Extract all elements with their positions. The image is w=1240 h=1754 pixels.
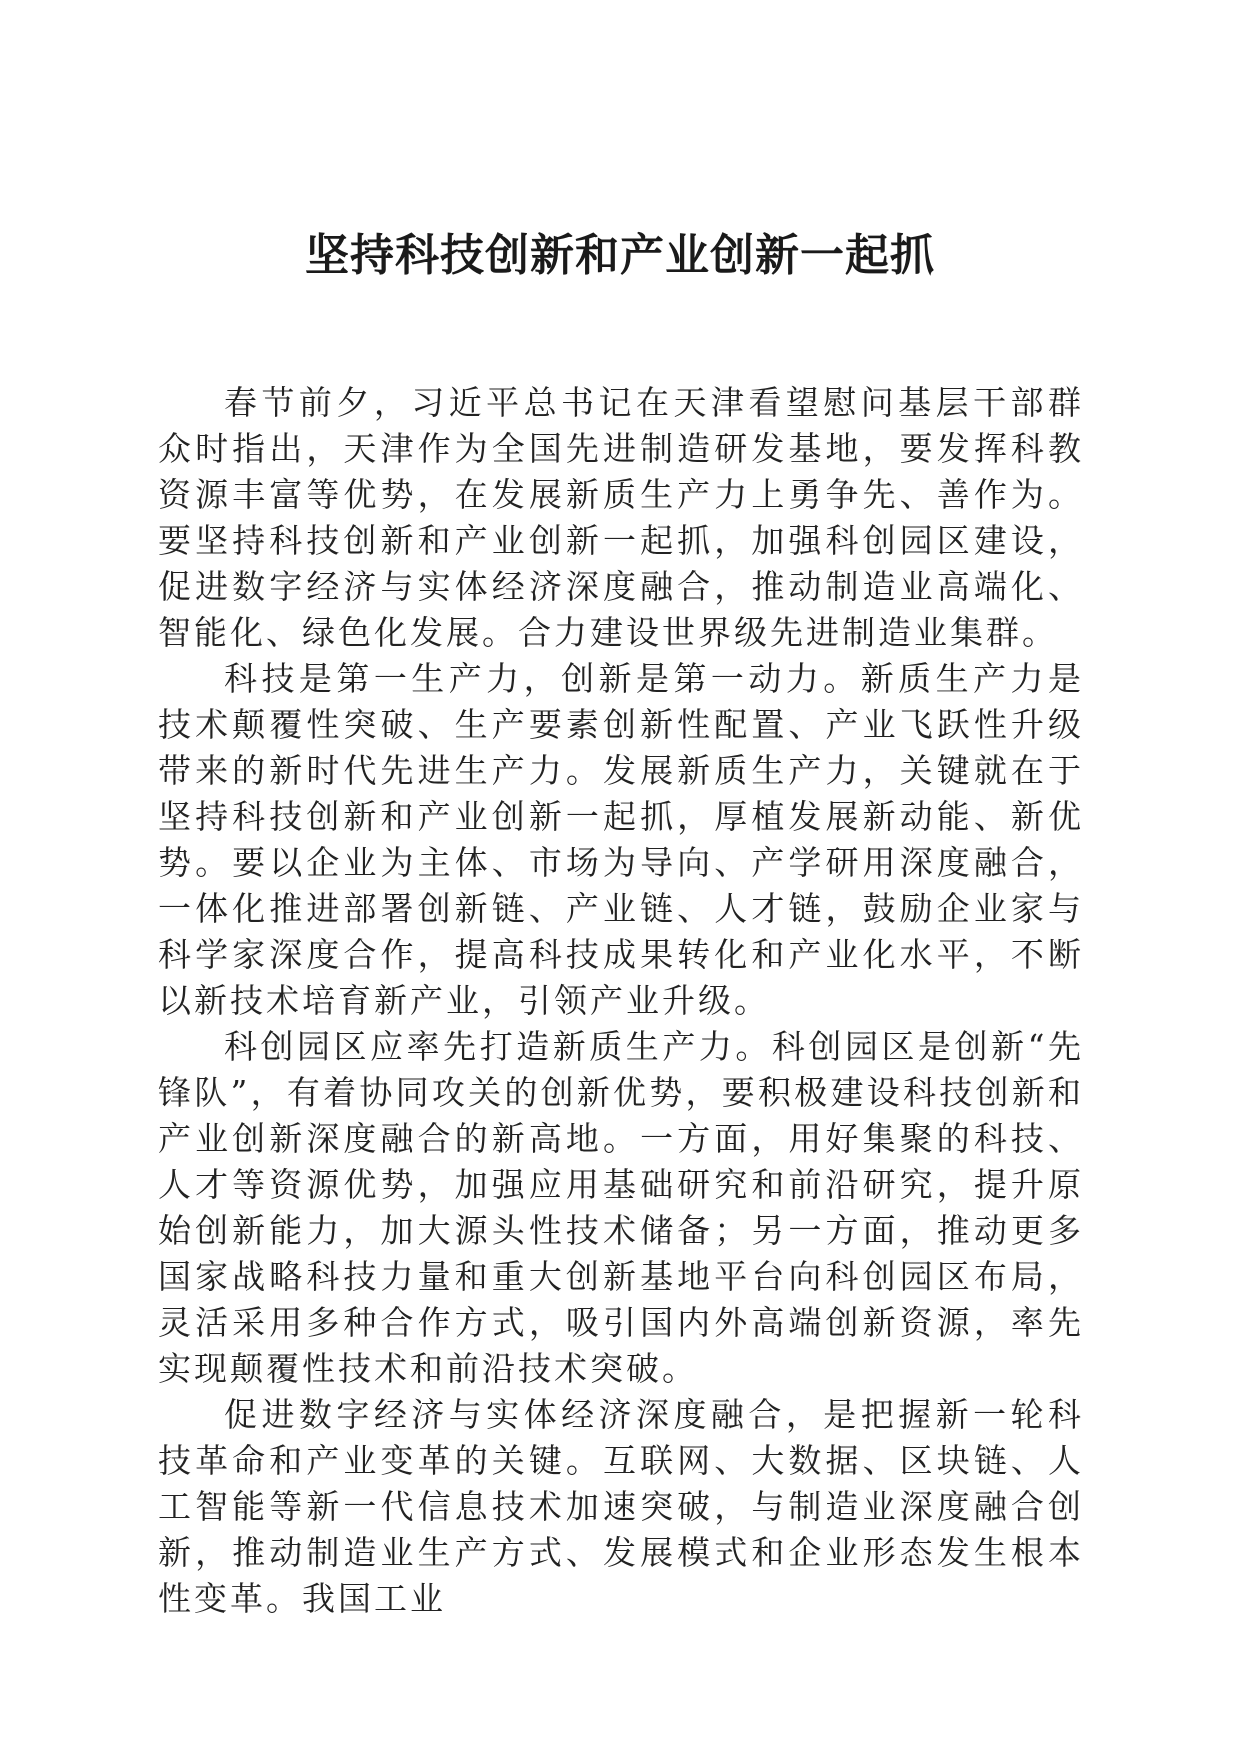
paragraph-4: 促进数字经济与实体经济深度融合，是把握新一轮科技革命和产业变革的关键。互联网、大数据、区块链、人工智能等新一代信息技术加速突破，与制造业深度融合创新，推动制造业生产方式、发展模式和企业形态发生根本性变革。我国工业 [158, 1395, 1084, 1618]
paragraph-3: 科创园区应率先打造新质生产力。科创园区是创新“先锋队”，有着协同攻关的创新优势，要积极建设科技创新和产业创新深度融合的新高地。一方面，用好集聚的科技、人才等资源优势，加强应用基础研究和前沿研究，提升原始创新能力，加大源头性技术储备；另一方面，推动更多国家战略科技力量和重大创新基地平台向科创园区布局，灵活采用多种合作方式，吸引国内外高端创新资源，率先实现颠覆性技术和前沿技术突破。 [158, 1027, 1084, 1388]
document-title: 坚持科技创新和产业创新一起抓 [305, 230, 935, 281]
document-body [158, 380, 1084, 1622]
paragraph-1: 春节前夕，习近平总书记在天津看望慰问基层干部群众时指出，天津作为全国先进制造研发基地，要发挥科教资源丰富等优势，在发展新质生产力上勇争先、善作为。要坚持科技创新和产业创新一起抓，加强科创园区建设，促进数字经济与实体经济深度融合，推动制造业高端化、智能化、绿色化发展。合力建设世界级先进制造业集群。 [158, 383, 1084, 652]
paragraph-2: 科技是第一生产力，创新是第一动力。新质生产力是技术颠覆性突破、生产要素创新性配置、产业飞跃性升级带来的新时代先进生产力。发展新质生产力，关键就在于坚持科技创新和产业创新一起抓，厚植发展新动能、新优势。要以企业为主体、市场为导向、产学研用深度融合，一体化推进部署创新链、产业链、人才链，鼓励企业家与科学家深度合作，提高科技成果转化和产业化水平，不断以新技术培育新产业，引领产业升级。 [158, 659, 1084, 1020]
